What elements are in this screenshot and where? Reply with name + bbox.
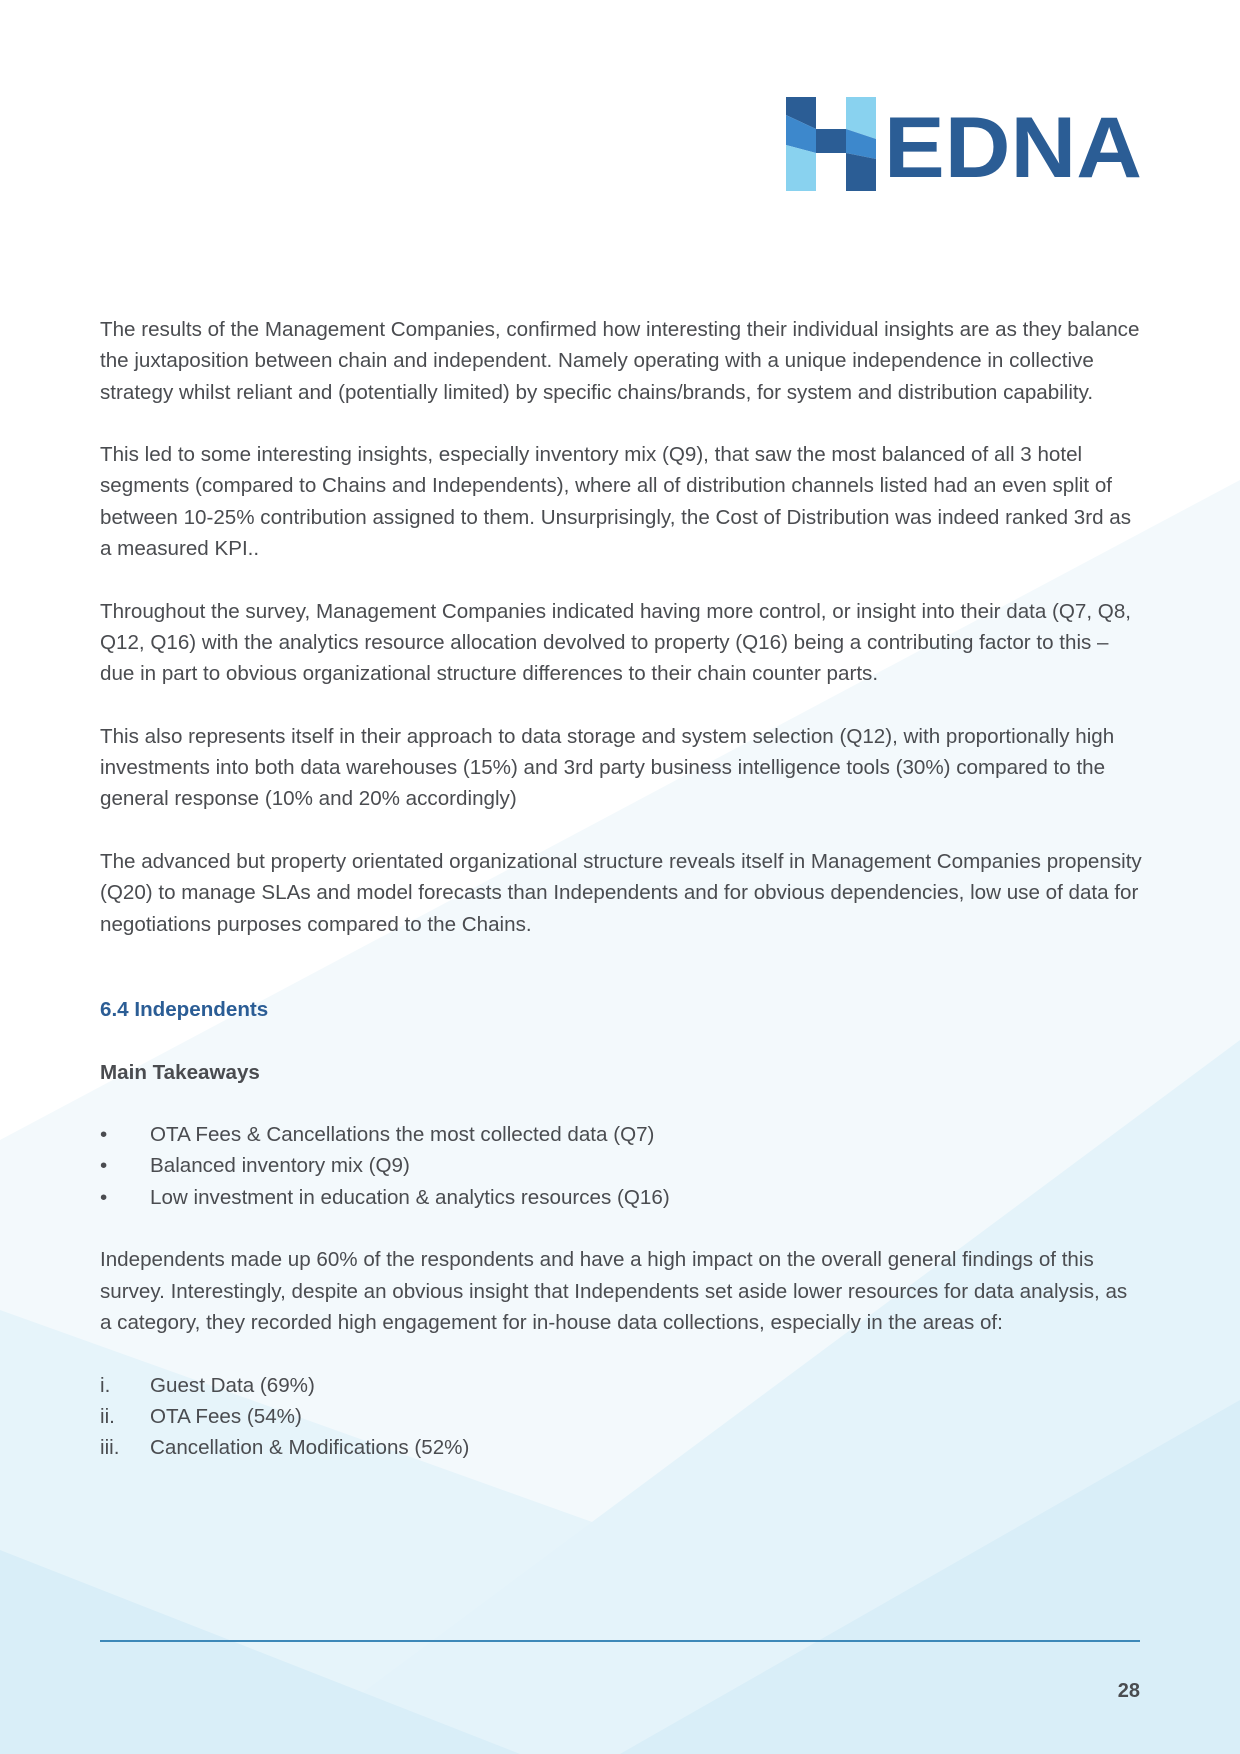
list-item-text: Balanced inventory mix (Q9): [150, 1154, 410, 1178]
document-body: [100, 314, 1142, 1495]
list-item-text: OTA Fees & Cancellations the most collected data (Q7): [150, 1123, 655, 1147]
list-item-text: Guest Data (69%): [150, 1373, 315, 1397]
list-item-text: Low investment in education & analytics resources (Q16): [150, 1185, 670, 1209]
list-item: [100, 1370, 1142, 1401]
bullet-marker: •: [100, 1185, 108, 1209]
paragraph-data-control: Throughout the survey, Management Companies indicated having more control, or insight into their data (Q7, Q8, Q12, Q16) with the analytics resource allocation devolved to property (Q16) being a contributing factor to this – due in part to obvious organizational structure differences to their chain counter parts.: [100, 599, 1132, 686]
list-item-text: OTA Fees (54%): [150, 1404, 302, 1428]
takeaways-heading: Main Takeaways: [100, 1060, 260, 1084]
paragraph-data-storage: This also represents itself in their approach to data storage and system selection (Q12), with proportionally high investments into both data warehouses (15%) and 3rd party business intelligence tools (30%) compared to the general response (10% and 20% accordingly): [100, 724, 1115, 811]
takeaways-list: [100, 1119, 1142, 1213]
paragraph-independents: Independents made up 60% of the respondents and have a high impact on the overall general findings of this survey. Interestingly, despite an obvious insight that Independents set aside lower resources for data analysis, as a category, they recorded high engagement for in-house data collections, especially in the areas of:: [100, 1248, 1128, 1334]
list-item-text: Cancellation & Modifications (52%): [150, 1436, 470, 1460]
bullet-marker: •: [100, 1154, 108, 1178]
list-item: [100, 1150, 1142, 1181]
list-item: [100, 1432, 1142, 1463]
logo-wordmark: EDNA: [884, 100, 1142, 191]
list-item: [100, 1182, 1142, 1213]
roman-marker: iii.: [100, 1436, 120, 1460]
bullet-marker: •: [100, 1123, 108, 1147]
paragraph-management-results: The results of the Management Companies, confirmed how interesting their individual insights are as they balance the juxtaposition between chain and independent. Namely operating with a unique independence in collective strategy whilst reliant and (potentially limited) by specific chains/brands, for system and distribution capability.: [100, 318, 1140, 404]
list-item: [100, 1119, 1142, 1150]
footer-divider: [100, 1640, 1140, 1642]
paragraph-inventory-insights: This led to some interesting insights, especially inventory mix (Q9), that saw the most balanced of all 3 hotel segments (compared to Chains and Independents), where all of distribution channels listed had an even split of between 10-25% contribution assigned to them. Unsurprisingly, the Cost of Distribution was indeed ranked 3rd as a measured KPI..: [100, 443, 1132, 561]
edna-logo: [786, 97, 1142, 191]
page-number: 28: [1117, 1680, 1140, 1702]
roman-marker: i.: [100, 1373, 111, 1397]
areas-list: [100, 1370, 1142, 1464]
list-item: [100, 1401, 1142, 1432]
roman-marker: ii.: [100, 1404, 115, 1428]
paragraph-organizational-structure: The advanced but property orientated organizational structure reveals itself in Management Companies propensity (Q20) to manage SLAs and model forecasts than Independents and for obvious dependencies, low use of data for negotiations purposes compared to the Chains.: [100, 850, 1142, 936]
section-heading: 6.4 Independents: [100, 997, 269, 1021]
